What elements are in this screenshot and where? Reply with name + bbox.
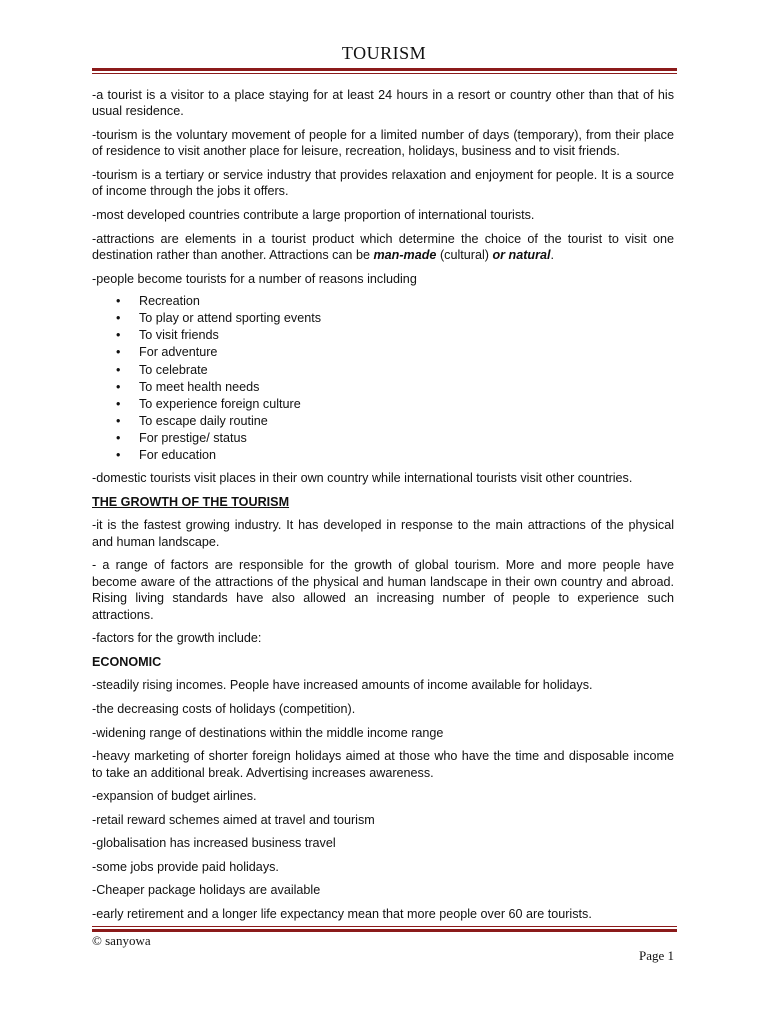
page-number: Page 1: [638, 948, 674, 963]
document-body: [92, 87, 674, 930]
paragraph-reasons-intro: -people become tourists for a number of reasons including: [92, 271, 417, 286]
footer-copyright: © sanyowa: [92, 933, 151, 948]
attractions-natural: or natural: [492, 248, 551, 262]
bullet-icon: •: [116, 294, 121, 309]
attractions-cultural: (cultural): [436, 248, 493, 262]
list-item: • For prestige/ status: [116, 430, 247, 445]
list-item: • To visit friends: [116, 328, 219, 343]
paragraph-fastest-growing: -it is the fastest growing industry. It has developed in response to the main attractions of the physical and human landscape.: [92, 518, 674, 549]
bullet-icon: •: [116, 430, 121, 445]
section-heading-economic: ECONOMIC: [92, 654, 162, 669]
paragraph-developed-countries: -most developed countries contribute a large proportion of international tourists.: [92, 208, 535, 222]
bullet-icon: •: [116, 345, 121, 360]
list-item: • To play or attend sporting events: [116, 311, 322, 326]
paragraph-tourism-definition: -tourism is the voluntary movement of people for a limited number of days (temporary), from their place of residence to visit another place for leisure, recreation, holidays, business and to visit friends.: [92, 128, 674, 159]
bullet-icon: •: [116, 379, 121, 394]
bullet-icon: •: [116, 448, 121, 463]
paragraph-domestic-tourists: -domestic tourists visit places in their own country while international tourists visit other countries.: [92, 471, 633, 486]
bullet-icon: •: [116, 413, 121, 428]
economic-item: -heavy marketing of shorter foreign holidays aimed at those who have the time and disposable income to take an additional break. Advertising increases awareness.: [92, 749, 674, 780]
economic-item: -the decreasing costs of holidays (competition).: [92, 701, 356, 716]
economic-item: -globalisation has increased business travel: [92, 836, 336, 851]
economic-item: -expansion of budget airlines.: [92, 789, 257, 804]
page-title: TOURISM: [341, 43, 427, 63]
attractions-end: .: [550, 248, 555, 262]
economic-item: -retail reward schemes aimed at travel and tourism: [92, 812, 375, 827]
economic-item: -steadily rising incomes. People have increased amounts of income available for holidays.: [92, 678, 593, 693]
bullet-icon: •: [116, 311, 121, 326]
list-item: • To experience foreign culture: [116, 396, 301, 411]
header-rule: [92, 68, 677, 74]
list-item: • To escape daily routine: [116, 413, 268, 428]
bullet-icon: •: [116, 362, 121, 377]
reasons-list: [92, 293, 674, 464]
bullet-icon: •: [116, 328, 121, 343]
paragraph-tertiary-industry: -tourism is a tertiary or service industry that provides relaxation and enjoyment for people. It is a source of income through the jobs it offers.: [92, 168, 674, 199]
economic-item: -early retirement and a longer life expectancy mean that more people over 60 are tourists.: [92, 907, 592, 922]
paragraph-tourist-definition: -a tourist is a visitor to a place staying for at least 24 hours in a resort or country other than that of his usual residence.: [92, 88, 674, 119]
list-item: • For education: [116, 448, 217, 463]
section-heading-growth: THE GROWTH OF THE TOURISM: [92, 494, 290, 509]
economic-item: -some jobs provide paid holidays.: [92, 859, 279, 874]
economic-item: -Cheaper package holidays are available: [92, 883, 321, 898]
list-item: • To meet health needs: [116, 379, 260, 394]
list-item: • To celebrate: [116, 362, 208, 377]
paragraph-range-of-factors: - a range of factors are responsible for the growth of global tourism. More and more people have become aware of the attractions of the physical and human landscape in their own country and abroad. Rising living standards have also allowed an increasing number of people to experience such attractions.: [92, 558, 674, 622]
attractions-man-made: man-made: [373, 248, 437, 262]
paragraph-factors-intro: -factors for the growth include:: [92, 631, 262, 646]
list-item: • Recreation: [116, 294, 200, 309]
list-item: • For adventure: [116, 345, 218, 360]
paragraph-attractions: [92, 231, 674, 264]
bullet-icon: •: [116, 396, 121, 411]
footer-rule: [92, 926, 677, 932]
economic-item: -widening range of destinations within the middle income range: [92, 725, 444, 740]
attractions-text: -attractions are elements in a tourist product which determine the choice of the tourist to visit one destination rather than another. Attractions can be: [92, 231, 674, 262]
